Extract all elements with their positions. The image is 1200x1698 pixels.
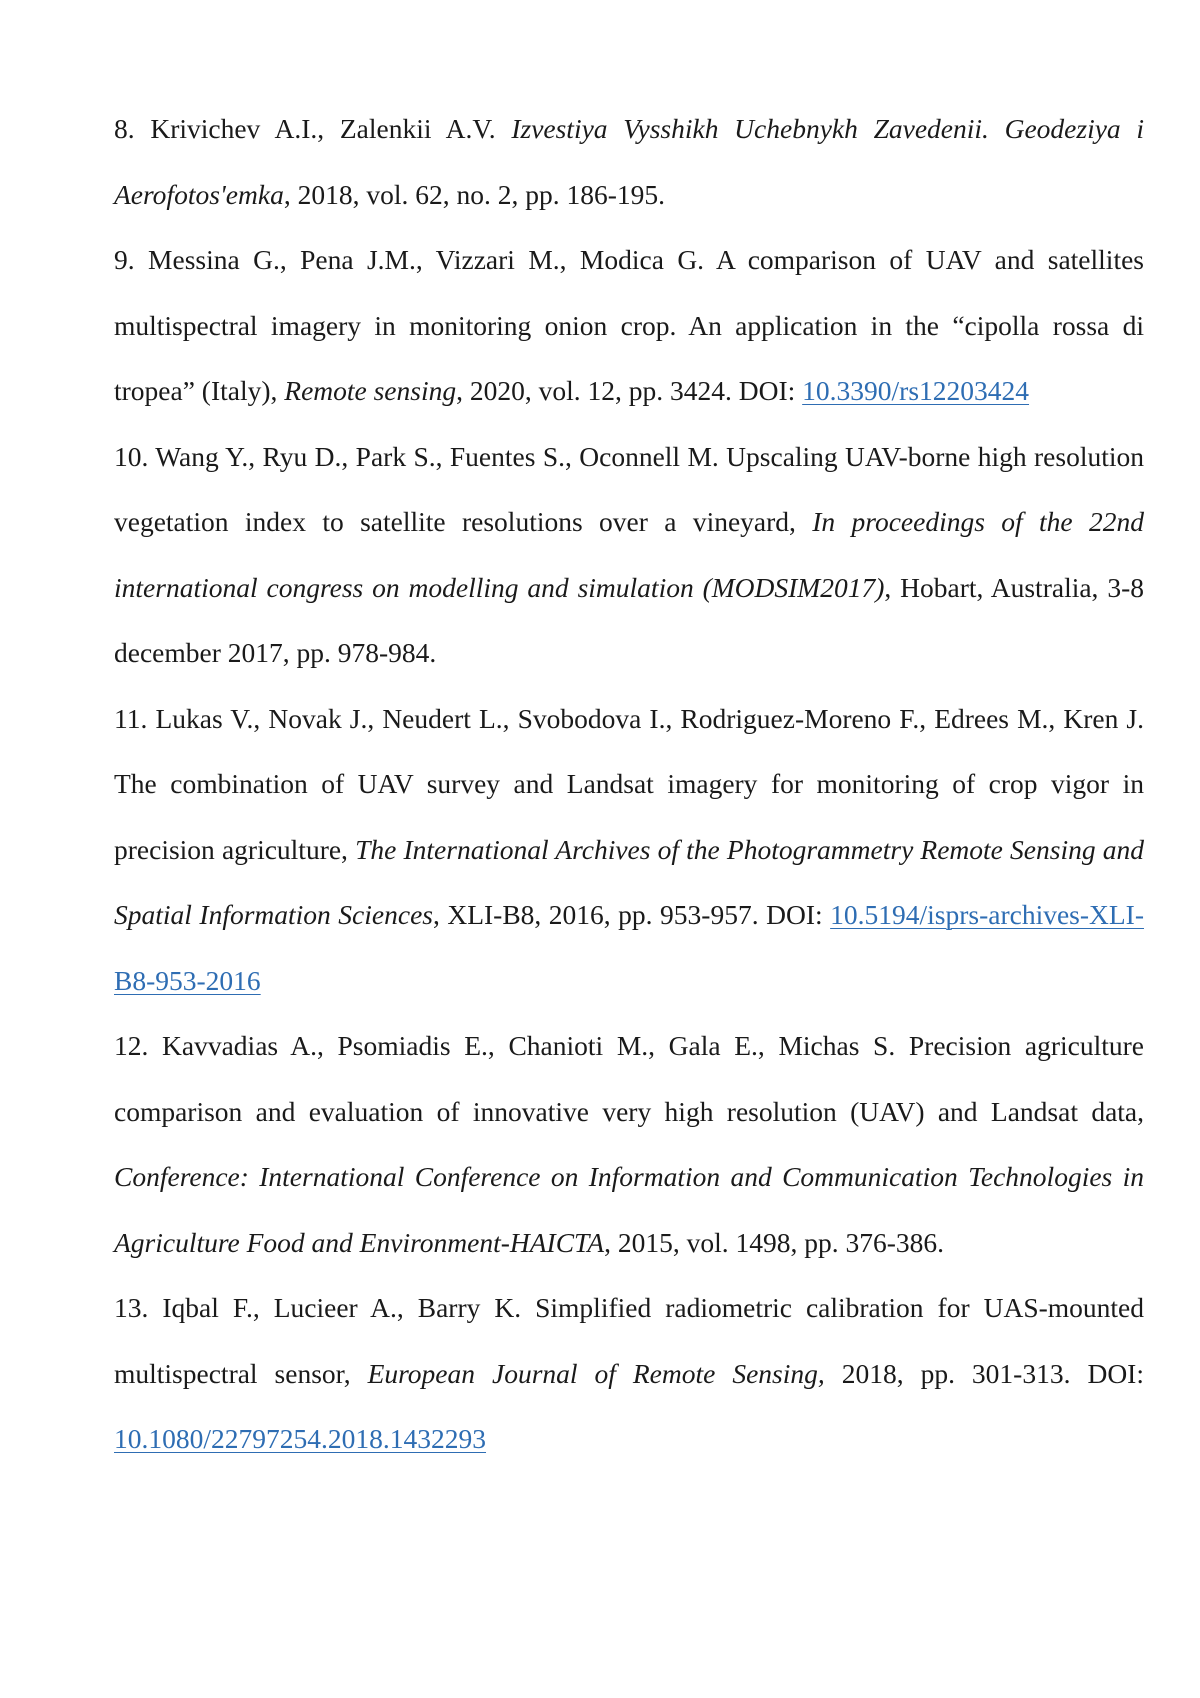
reference-authors: Krivichev A.I., Zalenkii A.V.	[150, 113, 496, 144]
reference-number: 12.	[114, 1030, 149, 1061]
reference-title: Upscaling UAV-borne high resolution vegetation index to satellite resolutions over a vineyard,	[114, 440, 1144, 537]
reference-number: 9.	[114, 244, 135, 275]
doi-label: DOI:	[738, 375, 796, 406]
reference-authors: Iqbal F., Lucieer A., Barry K.	[162, 1292, 522, 1323]
reference-details: , Hobart, Australia, 3-8 december 2017, pp. 978-984.	[114, 571, 1144, 668]
doi-link[interactable]: 10.1080/22797254.2018.1432293	[114, 1423, 487, 1454]
reference-item-10	[114, 424, 1144, 686]
reference-source: Izvestiya Vysshikh Uchebnykh Zavedenii. Geodeziya i Aerofotos'emka	[114, 113, 1145, 210]
reference-source: European Journal of Remote Sensing,	[367, 1357, 825, 1389]
reference-authors: Wang Y., Ryu D., Park S., Fuentes S., Oconnell M.	[155, 440, 719, 472]
reference-number: 8.	[114, 113, 135, 144]
reference-item-11	[114, 686, 1144, 1014]
reference-item-13	[114, 1275, 1144, 1472]
reference-authors: Kavvadias A., Psomiadis E., Chanioti M., Gala E., Michas S.	[162, 1030, 896, 1061]
doi-label: DOI:	[766, 899, 823, 930]
reference-source: Remote sensing	[284, 375, 457, 406]
reference-authors: Lukas V., Novak J., Neudert L., Svobodova I., Rodriguez-Moreno F., Edrees M., Kren J.	[155, 702, 1145, 734]
reference-details: , XLI-B8, 2016, pp. 953-957.	[432, 899, 759, 930]
reference-source: Conference: International Conference on Information and Communication Technologies in Agriculture Food and Environment-HAICTA	[114, 1161, 1144, 1258]
reference-details: , 2015, vol. 1498, pp. 376-386.	[604, 1226, 945, 1258]
reference-number: 13.	[114, 1292, 149, 1323]
reference-item-9	[114, 227, 1144, 424]
reference-item-12	[114, 1013, 1144, 1275]
reference-item-8	[114, 96, 1144, 227]
reference-title: Simplified radiometric calibration for UAS-mounted multispectral sensor,	[114, 1292, 1145, 1389]
reference-title: Precision agriculture comparison and evaluation of innovative very high resolution (UAV) and Landsat data,	[114, 1030, 1144, 1127]
reference-details: , 2020, vol. 12, pp. 3424.	[456, 375, 732, 406]
reference-details: , 2018, vol. 62, no. 2, pp. 186-195.	[283, 178, 666, 210]
doi-link[interactable]: 10.5194/isprs-archives-XLI-B8-953-2016	[114, 899, 1144, 996]
reference-source: In proceedings of the 22nd international congress on modelling and simulation (MODSIM2017)	[114, 506, 1144, 603]
reference-title: A comparison of UAV and satellites multispectral imagery in monitoring onion crop. An application in the “cipolla rossa di tropea” (Italy),	[114, 244, 1144, 406]
reference-source: The International Archives of the Photogrammetry Remote Sensing and Spatial Information Sciences	[114, 833, 1144, 930]
reference-number: 11.	[114, 702, 148, 734]
doi-label: DOI:	[1087, 1357, 1144, 1389]
doi-link[interactable]: 10.3390/rs12203424	[802, 375, 1030, 406]
reference-authors: Messina G., Pena J.M., Vizzari M., Modica G.	[148, 244, 705, 275]
reference-list	[114, 96, 1144, 1472]
reference-title: The combination of UAV survey and Landsat imagery for monitoring of crop vigor in precision agriculture,	[114, 768, 1144, 865]
reference-details: 2018, pp. 301-313.	[824, 1357, 1071, 1389]
reference-number: 10.	[114, 440, 149, 472]
